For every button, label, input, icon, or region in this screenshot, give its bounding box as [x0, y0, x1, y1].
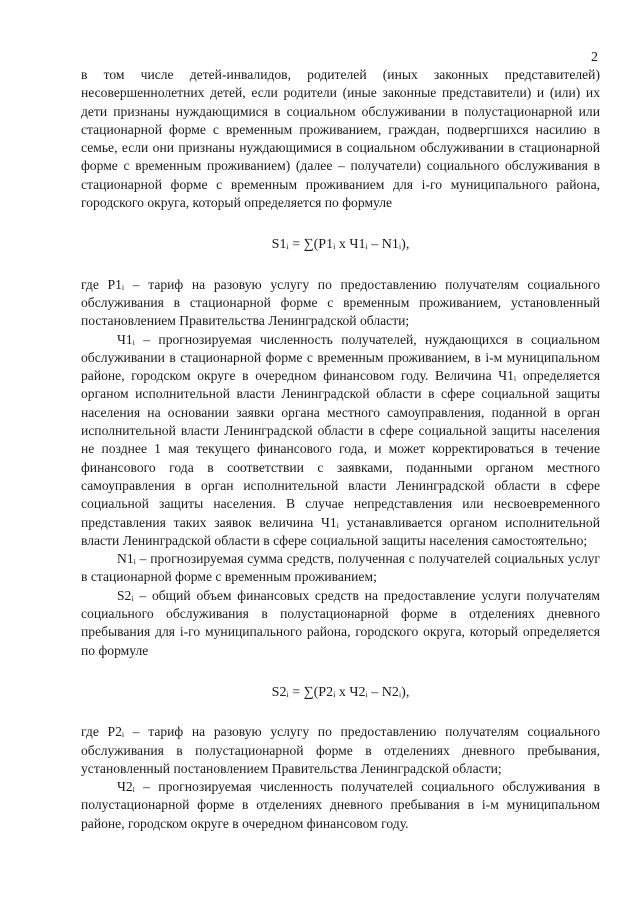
paragraph: в том числе детей-инвалидов, родителей (иных законных представителей) несовершеннолетних детей, если родители (иные законные представители) и (или) их дети признаны нуждающимися в социальном обслуживании в полустационарной или стационарной форме с временным проживанием, граждан, подвергшихся насилию в семье, если они признаны нуждающимися в социальном обслуживании в стационарной форме с временным проживанием) (далее – получатели) социального обслуживания в стационарной форме с временным проживанием для i-го муниципального района, городского округа, который определяется по формуле — [81, 67, 600, 211]
page-number: 2 — [591, 50, 598, 65]
paragraph: где P1ᵢ – тариф на разовую услугу по предоставлению получателям социального обслуживания в стационарной форме с временным проживанием, установленный постановлением Правительства Ленинградской области; — [81, 276, 600, 329]
paragraph: S2ᵢ – общий объем финансовых средств на предоставление услуги получателям социального обслуживания в полустационарной форме в отделениях дневного пребывания для i-го муниципального района, городского округа, который определяется по формуле — [81, 587, 600, 658]
formula-s2: S2ᵢ = ∑(P2ᵢ x Ч2ᵢ – N2ᵢ), — [271, 684, 410, 700]
document-body — [81, 66, 600, 833]
formula-s1: S1ᵢ = ∑(P1ᵢ x Ч1ᵢ – N1ᵢ), — [271, 237, 410, 253]
paragraph: N1ᵢ – прогнозируемая сумма средств, полученная с получателей социальных услуг в стационарной форме с временным проживанием; — [81, 551, 600, 585]
paragraph: Ч1ᵢ – прогнозируемая численность получателей, нуждающихся в социальном обслуживании в стационарной форме с временным проживанием, в i-м муниципальном районе, городском округе в очередном финансовом году. Величина Ч1ᵢ определяется органом исполнительной власти Ленинградской области в сфере социальной защиты населения на основании заявки органа местного самоуправления, поданной в орган исполнительной власти Ленинградской области в сфере социальной защиты населения не позднее 1 мая текущего финансового года, и может корректироваться в течение финансового года в соответствии с заявками, поданными органом местного самоуправления в орган исполнительной власти Ленинградской области в сфере социальной защиты населения. В случае непредставления или несвоевременного представления таких заявок величина Ч1ᵢ устанавливается органом исполнительной власти Ленинградской области в сфере социальной защиты населения самостоятельно; — [81, 331, 600, 548]
paragraph: Ч2ᵢ – прогнозируемая численность получателей социального обслуживания в полустационарной форме в отделениях дневного пребывания в i-м муниципальном районе, городском округе в очередном финансовом году. — [81, 779, 600, 831]
paragraph: где P2ᵢ – тариф на разовую услугу по предоставлению получателям социального обслуживания в полустационарной форме в отделениях дневного пребывания, установленный постановлением Правительства Ленинградской области; — [81, 724, 600, 776]
